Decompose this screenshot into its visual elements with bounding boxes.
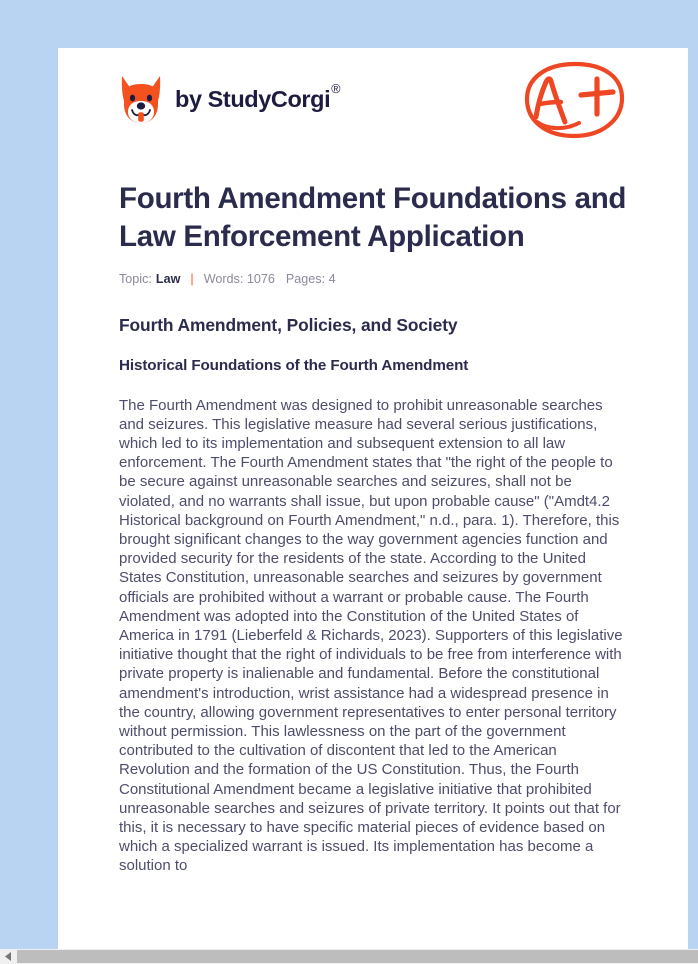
- topic-value-link[interactable]: Law: [155, 271, 181, 286]
- article-page-sheet: [58, 48, 688, 949]
- horizontal-scrollbar[interactable]: [0, 949, 698, 964]
- scroll-thumb[interactable]: [17, 950, 698, 963]
- meta-separator: |: [190, 271, 194, 286]
- brand-wordmark: [175, 82, 341, 113]
- a-plus-circle-icon: [523, 59, 627, 141]
- brand-by-text: by: [175, 86, 202, 113]
- page-count: Pages: 4: [285, 271, 336, 286]
- topic-label: Topic:: [119, 271, 152, 286]
- word-count: Words: 1076: [203, 271, 275, 286]
- caret-left-icon: [5, 952, 12, 961]
- section-heading: Fourth Amendment, Policies, and Society: [119, 314, 458, 335]
- page-content-container: [58, 48, 688, 876]
- article-meta: [119, 272, 627, 286]
- registered-trademark-icon: ®: [331, 82, 341, 97]
- corgi-face-icon: [119, 75, 163, 125]
- scroll-left-button[interactable]: [0, 949, 16, 964]
- site-header: [119, 48, 627, 152]
- page-title: Fourth Amendment Foundations and Law Enforcement Application: [119, 182, 627, 253]
- sub-heading: Historical Foundations of the Fourth Amendment: [119, 356, 469, 374]
- brand-logo-link[interactable]: [119, 75, 339, 125]
- article-body-paragraph: The Fourth Amendment was designed to prohibit unreasonable searches and seizures. This legislative measure had several serious justifications, which led to its implementation and subsequent extension to all law enforcement. The Fourth Amendment states that "the right of the people to be secure against unreasonable searches and seizures, shall not be violated, and no warrants shall issue, but upon probable cause" ("Amdt4.2 Historical background on Fourth Amendment," n.d., para. 1). Therefore, this brought significant changes to the way government agencies function and provided security for the residents of the state. According to the United States Constitution, unreasonable searches and seizures by government officials are prohibited without a warrant or probable cause. The Fourth Amendment was adopted into the Constitution of the United States of America in 1791 (Lieberfeld & Richards, 2023). Supporters of this legislative initiative thought that the right of individuals to be free from interference with private property is inalienable and fundamental. Before the constitutional amendment's introduction, wrist assistance had a widespread presence in the country, allowing government representatives to enter personal territory without permission. This lawlessness on the part of the government contributed to the cultivation of discontent that led to the American Revolution and the formation of the US Constitution. Thus, the Fourth Constitutional Amendment became a legislative initiative that prohibited unreasonable searches and seizures of private territory. It points out that for this, it is necessary to have specific material pieces of evidence based on which a specialized warrant is issued. Its implementation has become a solution to: [119, 396, 623, 875]
- brand-name-text: StudyCorgi: [207, 86, 331, 113]
